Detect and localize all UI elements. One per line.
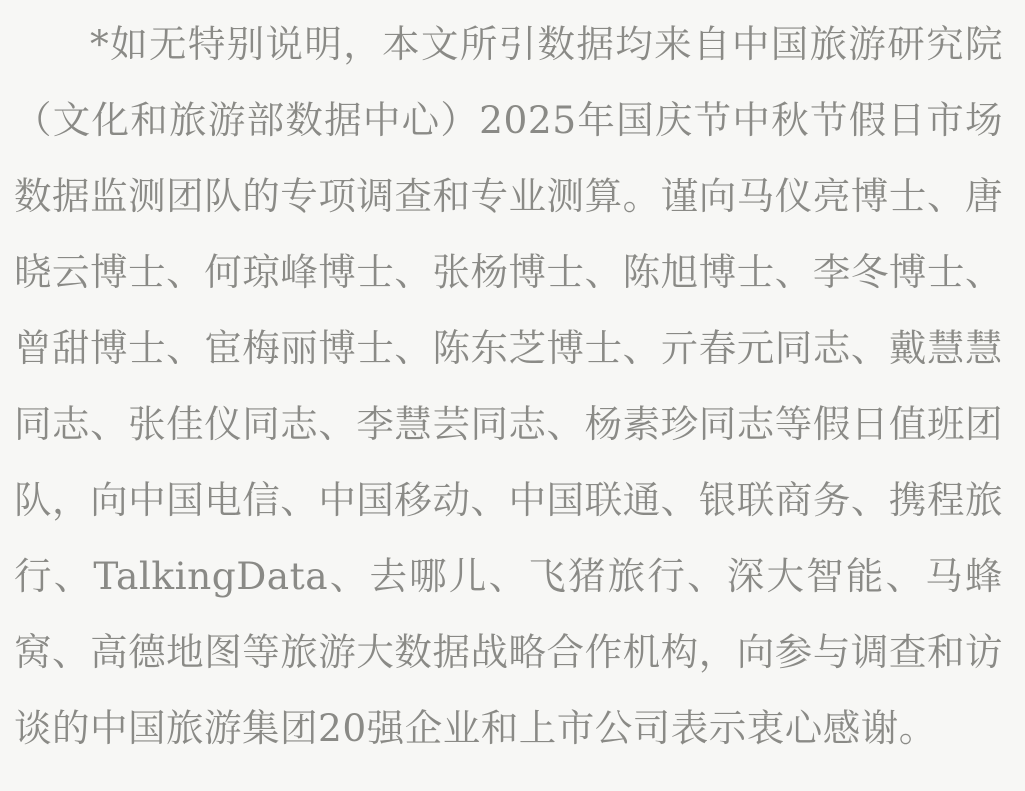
- footnote-paragraph: *如无特别说明，本文所引数据均来自中国旅游研究院（文化和旅游部数据中心）2025年国庆节中秋节假日市场数据监测团队的专项调查和专业测算。谨向马仪亮博士、唐晓云博士、何琼峰博士、张杨博士、陈旭博士、李冬博士、曾甜博士、宦梅丽博士、陈东芝博士、亓春元同志、戴慧慧同志、张佳仪同志、李慧芸同志、杨素珍同志等假日值班团队，向中国电信、中国移动、中国联通、银联商务、携程旅行、TalkingData、去哪儿、飞猪旅行、深大智能、马蜂窝、高德地图等旅游大数据战略合作机构，向参与调查和访谈的中国旅游集团20强企业和上市公司表示衷心感谢。: [14, 22, 1003, 750]
